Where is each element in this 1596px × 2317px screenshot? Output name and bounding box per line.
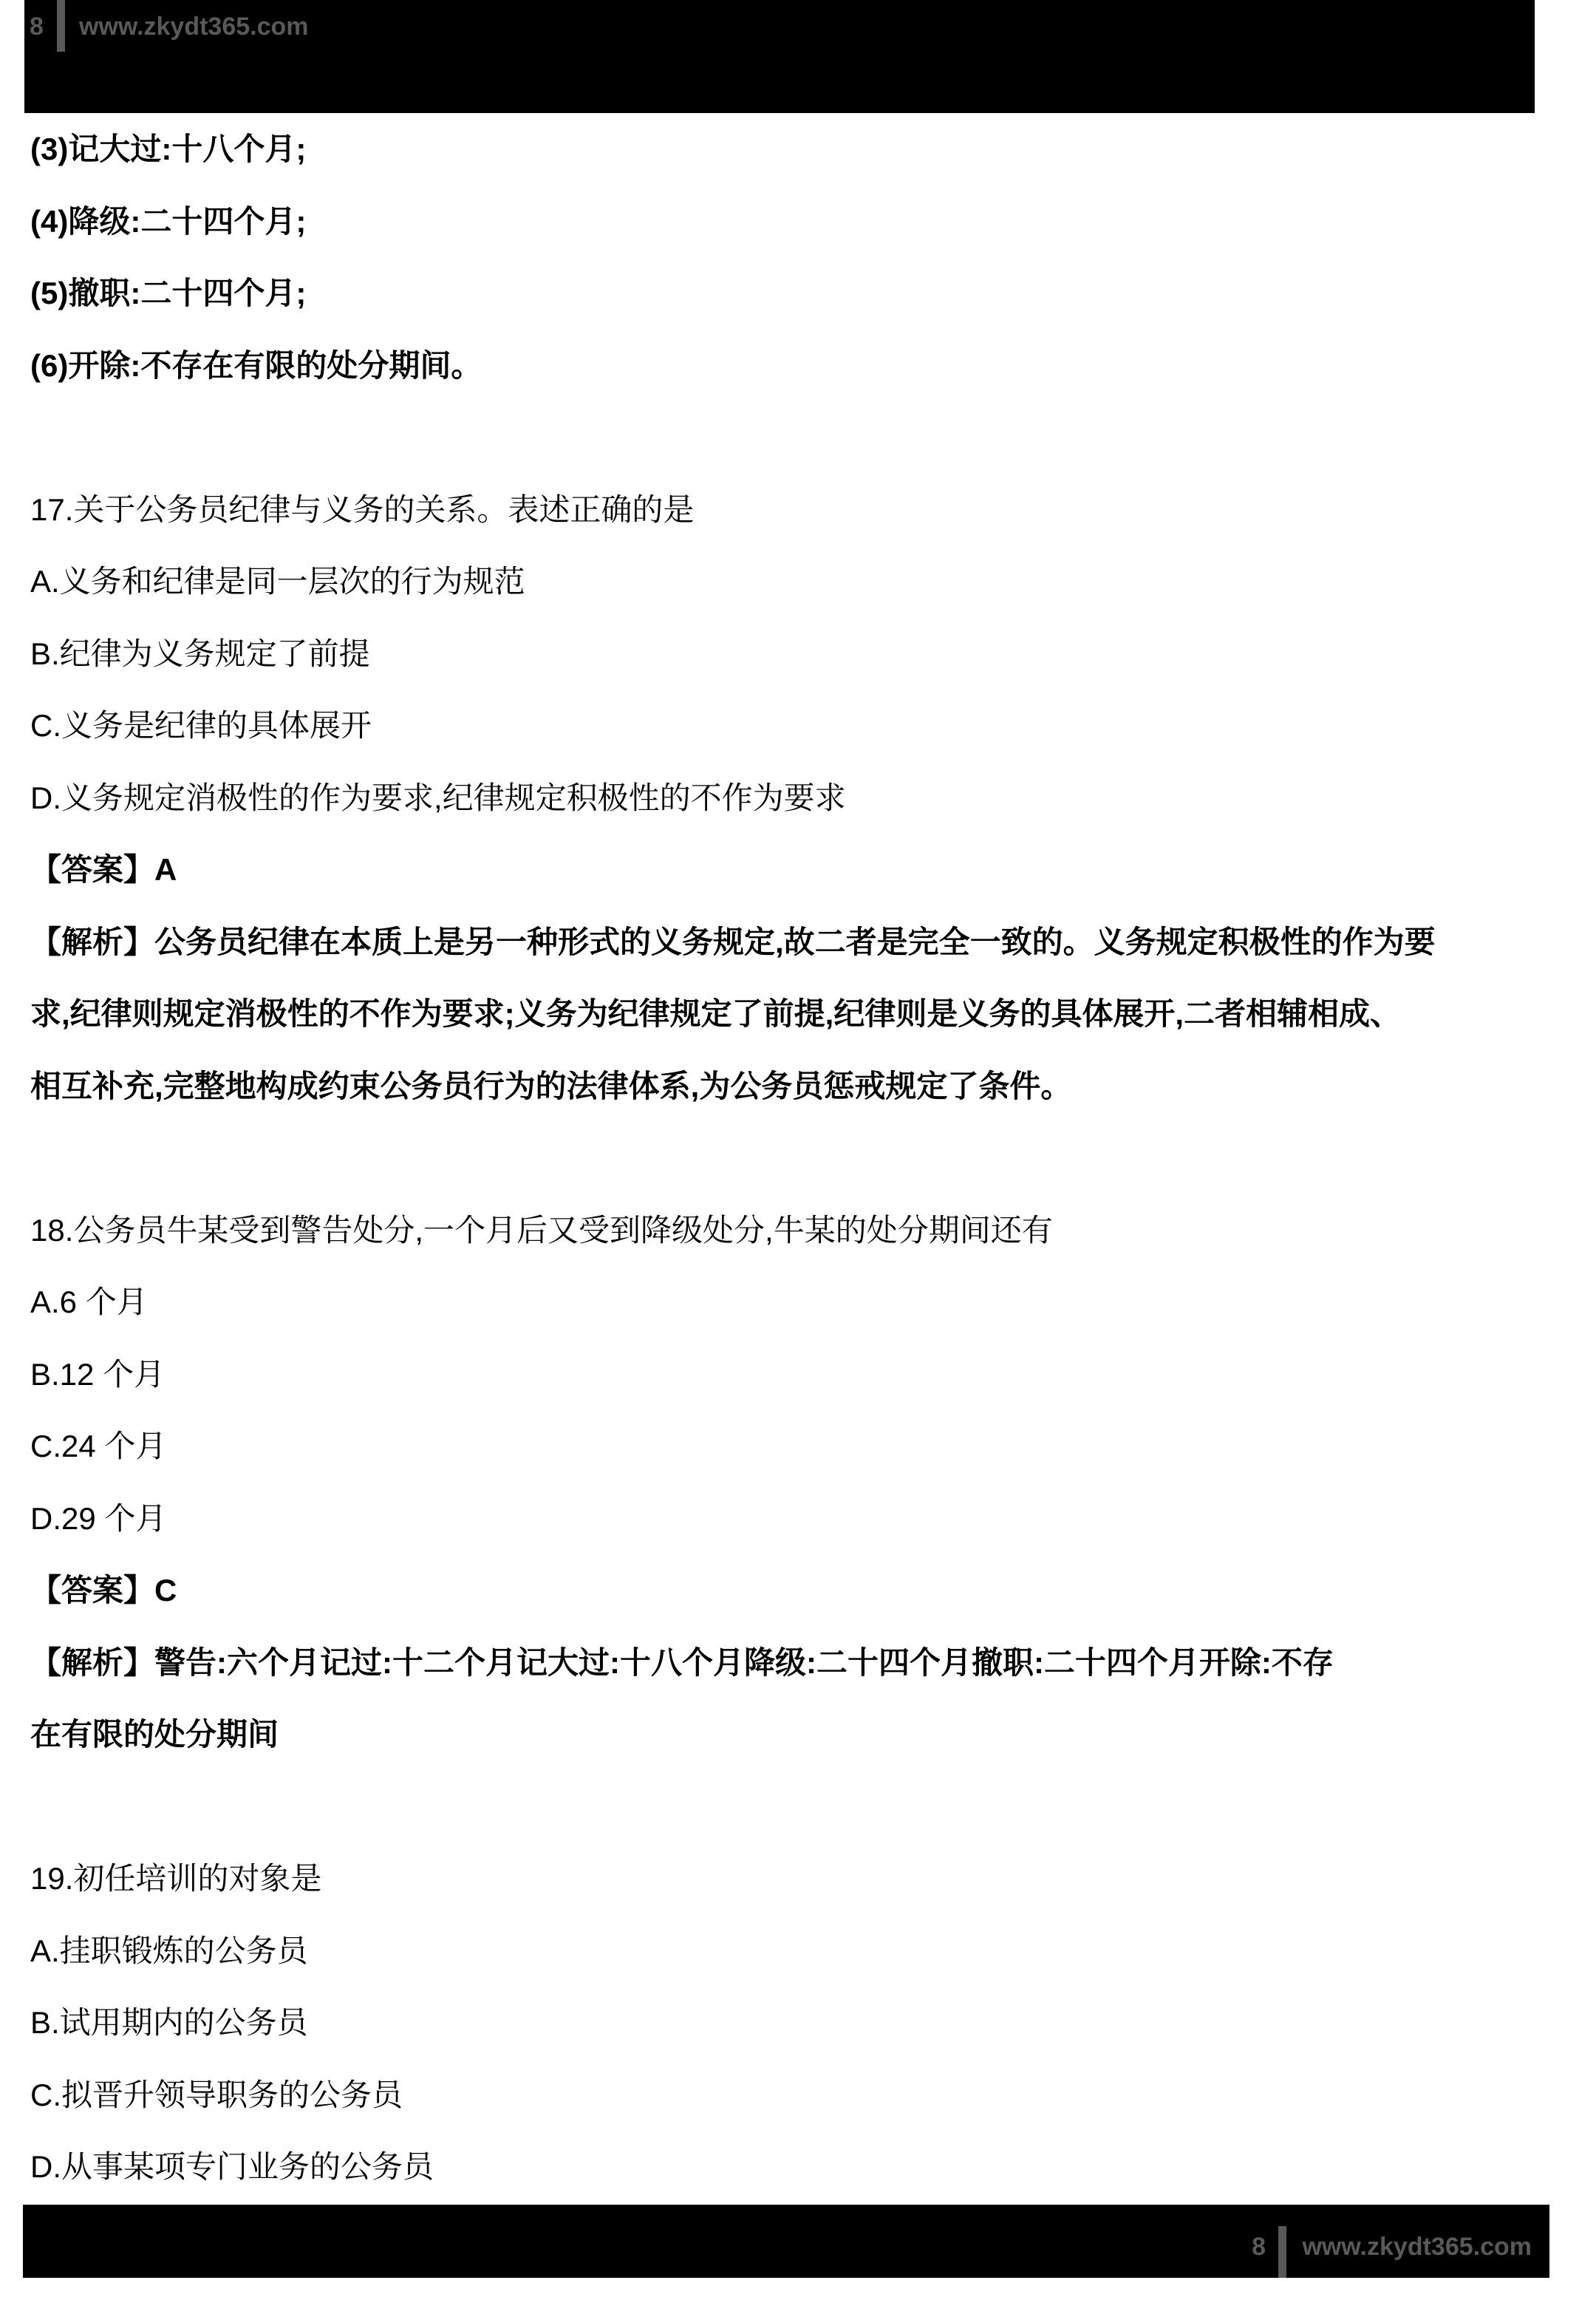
text-line: (3)记大过:十八个月; [30, 132, 307, 166]
text-line: C.24 个月 [30, 1429, 167, 1463]
text-line: 在有限的处分期间 [30, 1717, 279, 1752]
text-line: B.纪律为义务规定了前提 [30, 636, 370, 671]
footer-page-number: 8 [1252, 2233, 1266, 2261]
text-line: 17.关于公务员纪律与义务的关系。表述正确的是 [30, 491, 695, 527]
text-line: B.12 个月 [30, 1356, 166, 1392]
text-line: 【解析】公务员纪律在本质上是另一种形式的义务规定,故二者是完全一致的。义务规定积极性的作为要 [30, 924, 1436, 959]
footer-site-url: www.zkydt365.com [1302, 2233, 1532, 2261]
text-line: D.从事某项专门业务的公务员 [30, 2149, 434, 2184]
page-footer [23, 2205, 1549, 2278]
header-page-number: 8 [30, 13, 44, 41]
blank-line [0, 401, 1596, 474]
text-line: B.试用期内的公务员 [30, 2005, 308, 2040]
text-line: D.29 个月 [30, 1500, 167, 1536]
footer-divider-bar [1278, 2226, 1286, 2278]
text-line: A.挂职锻炼的公务员 [30, 1933, 308, 1968]
page-header [24, 0, 1535, 113]
text-line: 【答案】A [30, 852, 177, 887]
text-line: 【答案】C [30, 1573, 177, 1607]
text-line: A.6 个月 [30, 1285, 148, 1319]
blank-line [0, 1771, 1596, 1843]
header-divider-bar [57, 0, 65, 52]
header-site-url: www.zkydt365.com [79, 13, 309, 41]
text-line: (5)撤职:二十四个月; [30, 276, 307, 310]
content-area [0, 113, 1596, 2203]
text-line: (6)开除:不存在有限的处分期间。 [30, 347, 482, 383]
text-line: 【解析】警告:六个月记过:十二个月记大过:十八个月降级:二十四个月撤职:二十四个月开除:不存 [30, 1644, 1334, 1680]
text-line: 相互补充,完整地构成约束公务员行为的法律体系,为公务员惩戒规定了条件。 [30, 1068, 1072, 1103]
text-line: C.义务是纪律的具体展开 [30, 708, 372, 743]
text-line: 18.公务员牛某受到警告处分,一个月后又受到降级处分,牛某的处分期间还有 [30, 1212, 1053, 1248]
text-line: 19.初任培训的对象是 [30, 1861, 322, 1896]
text-line: 求,纪律则规定消极性的不作为要求;义务为纪律规定了前提,纪律则是义务的具体展开,二者相辅相成、 [30, 996, 1401, 1031]
text-line: D.义务规定消极性的作为要求,纪律规定积极性的不作为要求 [30, 780, 846, 815]
text-line: C.拟晋升领导职务的公务员 [30, 2077, 403, 2112]
text-line: (4)降级:二十四个月; [30, 203, 307, 239]
blank-line [0, 1122, 1596, 1194]
text-line: A.义务和纪律是同一层次的行为规范 [30, 564, 525, 599]
